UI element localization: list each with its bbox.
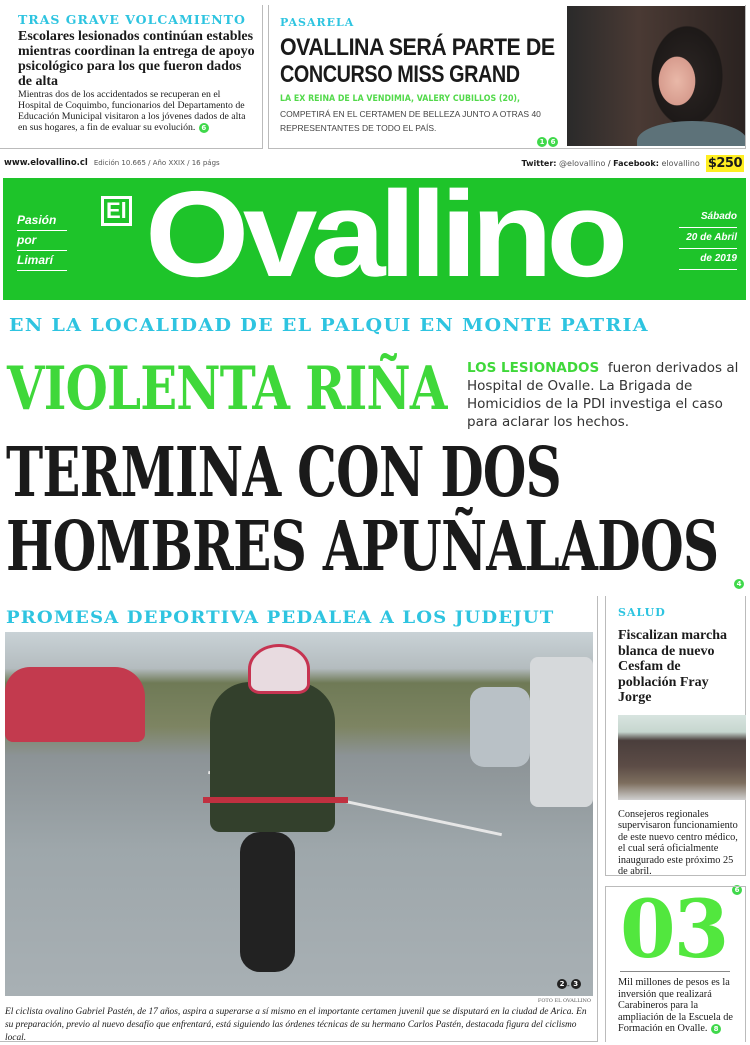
kicker: PROMESA DEPORTIVA PEDALEA A LOS JUDEJUT xyxy=(6,608,555,627)
headline-line-2: HOMBRES APUÑALADOS xyxy=(6,507,719,587)
motto-line: Pasión xyxy=(17,211,67,231)
page-badge: 8 xyxy=(711,1024,721,1034)
kicker: EN LA LOCALIDAD DE EL PALQUI EN MONTE PATRIA xyxy=(9,316,649,336)
health-story[interactable] xyxy=(605,596,746,894)
kicker: SALUD xyxy=(618,606,666,619)
page-badges xyxy=(536,131,558,150)
motto-line: Limarí xyxy=(17,251,67,271)
body: Mientras dos de los accidentados se recuperan en el Hospital de Coquimbo, funcionarios del Departamento de Educación Municipal visitaron a los jóvenes dados de alta en sus hogares, a fin de evaluar su evolución. 6 xyxy=(18,89,246,133)
body: Mil millones de pesos es la inversión que realizará Carabineros para la ampliación de la Escuela de Formación en Ovalle. 8 xyxy=(618,977,733,1034)
body: Consejeros regionales supervisaron funcionamiento de este nuevo centro médico, el cual será oficialmente inaugurado este próximo 25 de abril. xyxy=(618,808,738,877)
page-badge: 3 xyxy=(571,979,581,989)
page-badges: 2 - 3 xyxy=(556,973,581,992)
body: COMPETIRÁ EN EL CERTAMEN DE BELLEZA JUNTO A OTRAS 40 REPRESENTANTES DE TODO EL PAÍS. xyxy=(280,109,541,133)
motto-line: por xyxy=(17,231,67,251)
website-link[interactable]: www.elovallino.cl xyxy=(4,158,88,168)
headline-green: VIOLENTA RIÑA xyxy=(7,354,447,424)
date-line: Sábado xyxy=(679,208,737,228)
headline: Escolares lesionados continúan estables mientras coordinan la entrega de apoyo psicológico para los que fueron dados de alta xyxy=(18,29,255,89)
page-badge: 1 xyxy=(537,137,547,147)
body: fueron derivados al Hospital de Ovalle. La Brigada de Homicidios de la PDI investiga el caso para aclarar los hechos. xyxy=(467,360,739,430)
sport-story[interactable] xyxy=(0,596,598,1042)
main-story[interactable] xyxy=(0,305,750,590)
lead-text xyxy=(467,359,742,431)
facebook-label: Facebook: xyxy=(613,158,659,168)
date xyxy=(679,208,737,270)
big-number: 03 xyxy=(620,887,730,972)
page-badge: 6 xyxy=(199,123,209,133)
lead: LA EX REINA DE LA VENDIMIA, VALERY CUBILLOS (20), xyxy=(280,94,521,104)
headline: Fiscalizan marcha blanca de nuevo Cesfam de población Fray Jorge xyxy=(618,628,728,705)
number-story[interactable] xyxy=(605,882,746,1042)
logo-ovallino: Ovallino xyxy=(145,178,622,300)
price-tag: $250 xyxy=(707,155,742,171)
lead: LOS LESIONADOS xyxy=(467,360,600,376)
headline-line-1: OVALLINA SERÁ PARTE DE xyxy=(280,34,555,61)
page-badge: 6 xyxy=(732,885,742,895)
photo-credit: FOTO EL OVALLINO xyxy=(537,998,591,1004)
headline-line-2: CONCURSO MISS GRAND xyxy=(280,61,520,88)
caption: El ciclista ovalino Gabriel Pastén, de 17 años, aspira a superarse a sí mismo en el importante certamen juvenil que se disputará en la ciudad de Arica. En su preparación, previo al nuevo desafío que enfrentará, está siguiendo las órdenes técnicas de su hermano Carlos Pastén, destacada figura del ciclismo local. xyxy=(5,1007,587,1043)
page-badge: 4 xyxy=(734,579,744,589)
social-links xyxy=(522,159,700,168)
page-badge: 2 xyxy=(557,979,567,989)
date-line: de 2019 xyxy=(679,249,737,270)
kicker: PASARELA xyxy=(280,16,355,29)
headline-line-1: TERMINA CON DOS xyxy=(6,433,561,513)
photo-valery-cubillos xyxy=(567,6,745,146)
masthead xyxy=(3,178,746,300)
edition-info: Edición 10.665 / Año XXIX / 16 págs xyxy=(93,159,220,167)
date-line: 20 de Abril xyxy=(679,228,737,249)
photo-cyclist xyxy=(5,632,593,996)
kicker: TRAS GRAVE VOLCAMIENTO xyxy=(18,12,246,27)
separator: / xyxy=(607,158,611,168)
teaser-pasarela[interactable] xyxy=(268,5,746,149)
motto xyxy=(17,211,67,271)
twitter-label: Twitter: xyxy=(521,158,557,168)
twitter-handle[interactable]: @elovallino xyxy=(559,158,606,168)
info-bar xyxy=(4,154,746,172)
page-badge: 6 xyxy=(548,137,558,147)
logo-el: El xyxy=(101,196,132,226)
facebook-handle[interactable]: elovallino xyxy=(661,158,700,168)
photo-cesfam xyxy=(618,715,746,800)
teaser-volcamiento[interactable] xyxy=(0,5,263,149)
